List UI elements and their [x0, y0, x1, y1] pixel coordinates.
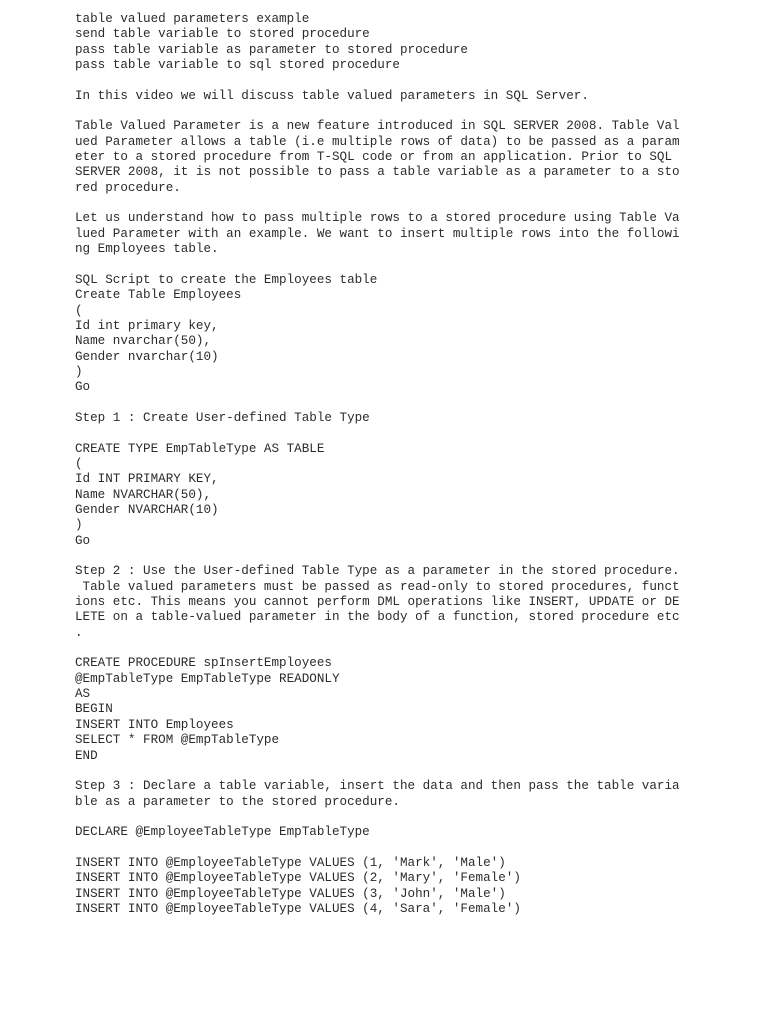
code-line: Name NVARCHAR(50), [75, 487, 212, 502]
code-line: Gender nvarchar(10) [75, 349, 219, 364]
text-line: ng Employees table. [75, 242, 219, 257]
text-line: red procedure. [75, 180, 181, 195]
intro-paragraph [75, 89, 755, 104]
text-line: LETE on a table-valued parameter in the body of a function, stored procedure etc [75, 610, 680, 625]
code-line: INSERT INTO @EmployeeTableType VALUES (3, 'John', 'Male') [75, 886, 506, 901]
code-line: Go [75, 533, 91, 548]
code-line: ( [75, 303, 83, 318]
code-line: INSERT INTO Employees [75, 717, 234, 732]
employees-table-script [75, 273, 755, 396]
declare-code-line [75, 825, 755, 840]
code-line: Id INT PRIMARY KEY, [75, 472, 219, 487]
text-line: ued Parameter allows a table (i.e multiple rows of data) to be passed as a param [75, 134, 680, 149]
code-line: SELECT * FROM @EmpTableType [75, 733, 280, 748]
code-line: Name nvarchar(50), [75, 334, 212, 349]
code-line: INSERT INTO @EmployeeTableType VALUES (4, 'Sara', 'Female') [75, 901, 521, 916]
text-line: Step 3 : Declare a table variable, insert the data and then pass the table varia [75, 779, 680, 794]
code-line: INSERT INTO @EmployeeTableType VALUES (1, 'Mark', 'Male') [75, 855, 506, 870]
text-line: Table valued parameters must be passed as read-only to stored procedures, funct [75, 579, 680, 594]
text-line: send table variable to stored procedure [75, 27, 370, 42]
text-line: Table Valued Parameter is a new feature introduced in SQL SERVER 2008. Table Val [75, 119, 680, 134]
text-line: SERVER 2008, it is not possible to pass a table variable as a parameter to a sto [75, 165, 680, 180]
code-line: DECLARE @EmployeeTableType EmpTableType [75, 825, 370, 840]
text-line: In this video we will discuss table valued parameters in SQL Server. [75, 88, 589, 103]
step1-code-block [75, 442, 755, 549]
text-line: Step 2 : Use the User-defined Table Type as a parameter in the stored procedure. [75, 564, 680, 579]
code-line: ) [75, 364, 83, 379]
step2-paragraph [75, 564, 755, 641]
text-line: ble as a parameter to the stored procedure. [75, 794, 400, 809]
text-line: table valued parameters example [75, 12, 310, 26]
code-line: ) [75, 518, 83, 533]
code-line: Gender NVARCHAR(10) [75, 503, 219, 517]
tvp-description-paragraph [75, 119, 755, 196]
text-line: . [75, 625, 83, 640]
text-line: Let us understand how to pass multiple rows to a stored procedure using Table Va [75, 211, 680, 226]
code-line: Id int primary key, [75, 318, 219, 333]
text-line: pass table variable as parameter to stored procedure [75, 42, 468, 57]
document-page [75, 12, 755, 933]
code-line: SQL Script to create the Employees table [75, 272, 378, 287]
step3-paragraph [75, 779, 755, 810]
code-line: ( [75, 456, 83, 471]
text-line: Step 1 : Create User-defined Table Type [75, 410, 370, 425]
header-keywords [75, 12, 755, 73]
code-line: @EmpTableType EmpTableType READONLY [75, 671, 340, 686]
code-line: Create Table Employees [75, 288, 242, 303]
step1-heading [75, 411, 755, 426]
code-line: AS [75, 687, 91, 702]
step2-code-block [75, 656, 755, 763]
code-line: CREATE TYPE EmpTableType AS TABLE [75, 441, 325, 456]
text-line: ions etc. This means you cannot perform DML operations like INSERT, UPDATE or DE [75, 595, 680, 610]
code-line: CREATE PROCEDURE spInsertEmployees [75, 656, 332, 671]
example-intro-paragraph [75, 211, 755, 257]
code-line: BEGIN [75, 702, 113, 717]
text-line: lued Parameter with an example. We want to insert multiple rows into the followi [75, 226, 680, 241]
code-line: END [75, 748, 98, 763]
code-line: INSERT INTO @EmployeeTableType VALUES (2, 'Mary', 'Female') [75, 871, 521, 886]
text-line: eter to a stored procedure from T-SQL code or from an application. Prior to SQL [75, 150, 673, 165]
text-line: pass table variable to sql stored procedure [75, 58, 400, 73]
code-line: Go [75, 380, 91, 395]
insert-code-block [75, 856, 755, 917]
